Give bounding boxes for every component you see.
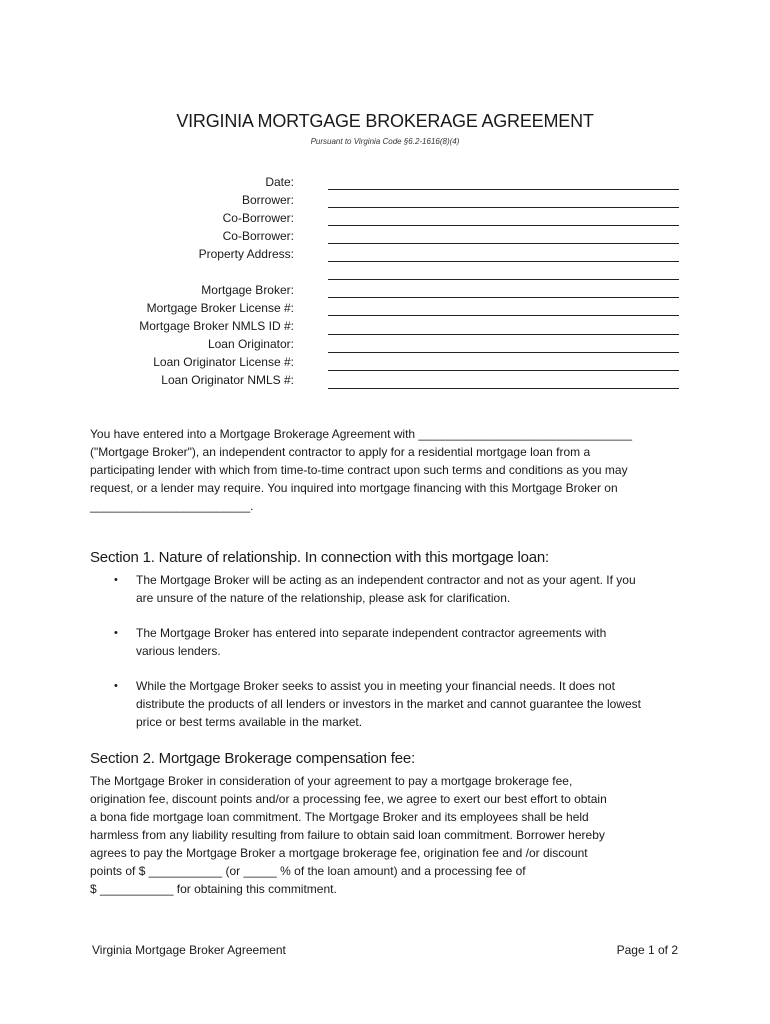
- field-label-co-borrower-1: Co-Borrower:: [222, 211, 294, 225]
- intro-paragraph: [90, 425, 690, 515]
- bullet-line: price or best terms available in the market.: [136, 715, 363, 729]
- field-line-co-borrower-1[interactable]: [328, 225, 679, 226]
- bullet-icon: •: [114, 680, 118, 692]
- field-line-property-address-1[interactable]: [328, 261, 679, 262]
- bullet-line: While the Mortgage Broker seeks to assist you in meeting your financial needs. It does not: [136, 679, 615, 693]
- document-title: VIRGINIA MORTGAGE BROKERAGE AGREEMENT: [176, 111, 594, 131]
- bullet-line: are unsure of the nature of the relationship, please ask for clarification.: [136, 591, 511, 605]
- section-2-line: The Mortgage Broker in consideration of your agreement to pay a mortgage brokerage fee,: [90, 774, 573, 788]
- section-1-heading: Section 1. Nature of relationship. In connection with this mortgage loan:: [90, 549, 550, 566]
- field-line-loan-originator[interactable]: [328, 352, 679, 353]
- section-2-paragraph: [90, 772, 690, 898]
- field-line-property-address-2[interactable]: [328, 279, 679, 280]
- document-subtitle: Pursuant to Virginia Code §6.2-1616(8)(4): [310, 137, 460, 146]
- bullet-line: The Mortgage Broker has entered into separate independent contractor agreements with: [136, 626, 607, 640]
- bullet-text: [136, 571, 686, 607]
- field-line-mortgage-broker-license[interactable]: [328, 315, 679, 316]
- field-label-loan-originator-license: Loan Originator License #:: [153, 355, 294, 369]
- footer-document-name: Virginia Mortgage Broker Agreement: [92, 943, 286, 957]
- field-label-borrower: Borrower:: [241, 193, 294, 207]
- bullet-icon: •: [114, 574, 118, 586]
- intro-line: ("Mortgage Broker"), an independent contractor to apply for a residential mortgage loan from a: [90, 445, 591, 459]
- bullet-line: distribute the products of all lenders or investors in the market and cannot guarantee the lowest: [136, 697, 641, 711]
- field-label-date: Date:: [265, 175, 294, 189]
- footer-page-number: Page 1 of 2: [616, 943, 678, 957]
- intro-line: ________________________.: [90, 499, 254, 513]
- field-line-borrower[interactable]: [328, 207, 679, 208]
- section-2-line: agrees to pay the Mortgage Broker a mortgage brokerage fee, origination fee and /or discount: [90, 846, 588, 860]
- section-2-heading: Section 2. Mortgage Brokerage compensation fee:: [90, 750, 415, 767]
- bullet-line: The Mortgage Broker will be acting as an independent contractor and not as your agent. If you: [136, 573, 636, 587]
- field-line-loan-originator-nmls[interactable]: [328, 388, 679, 389]
- section-2-line: origination fee, discount points and/or a processing fee, we agree to exert our best effort to obtain: [90, 792, 607, 806]
- field-label-loan-originator-nmls: Loan Originator NMLS #:: [161, 373, 294, 387]
- section-2-line: $ ___________ for obtaining this commitment.: [90, 882, 337, 896]
- bullet-icon: •: [114, 627, 118, 639]
- bullet-text: [136, 677, 686, 731]
- bullet-text: [136, 624, 686, 660]
- section-2-line: points of $ ___________ (or _____ % of the loan amount) and a processing fee of: [90, 864, 526, 878]
- field-label-loan-originator: Loan Originator:: [207, 337, 294, 351]
- section-2-line: a bona fide mortgage loan commitment. The Mortgage Broker and its employees shall be held: [90, 810, 589, 824]
- field-line-mortgage-broker[interactable]: [328, 297, 679, 298]
- field-line-date[interactable]: [328, 189, 679, 190]
- intro-line: request, or a lender may require. You inquired into mortgage financing with this Mortgage Broker on: [90, 481, 618, 495]
- field-label-mortgage-broker-nmls: Mortgage Broker NMLS ID #:: [139, 319, 294, 333]
- field-line-co-borrower-2[interactable]: [328, 243, 679, 244]
- field-label-mortgage-broker: Mortgage Broker:: [201, 283, 294, 297]
- field-label-property-address: Property Address:: [198, 247, 294, 261]
- bullet-line: various lenders.: [136, 644, 221, 658]
- field-line-mortgage-broker-nmls[interactable]: [328, 334, 679, 335]
- section-2-line: harmless from any liability resulting from failure to obtain said loan commitment. Borrower hereby: [90, 828, 605, 842]
- field-label-mortgage-broker-license: Mortgage Broker License #:: [146, 301, 294, 315]
- field-label-co-borrower-2: Co-Borrower:: [222, 229, 294, 243]
- field-line-loan-originator-license[interactable]: [328, 370, 679, 371]
- intro-line: participating lender with which from time-to-time contract upon such terms and conditions as you may: [90, 463, 628, 477]
- intro-line: You have entered into a Mortgage Brokerage Agreement with ________________________________: [90, 427, 632, 441]
